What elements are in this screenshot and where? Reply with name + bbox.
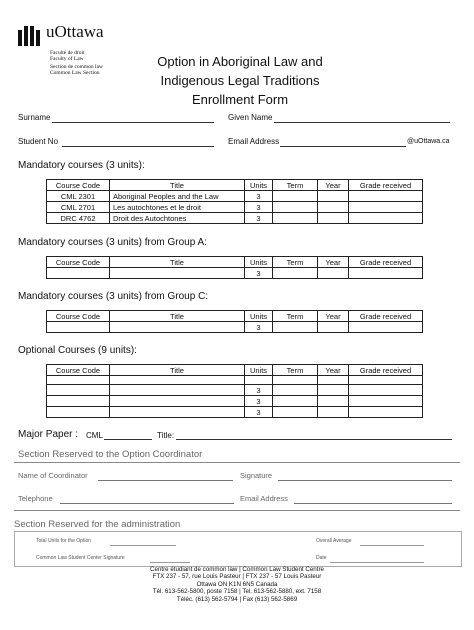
optional-table <box>46 364 423 418</box>
col-header: Term <box>273 311 318 322</box>
table-header-row <box>47 311 423 322</box>
email-suffix: @uOttawa.ca <box>407 138 450 145</box>
col-header: Term <box>273 257 318 268</box>
admin-signature-field[interactable] <box>150 562 190 563</box>
surname-label: Surname <box>18 113 51 122</box>
term-cell[interactable] <box>273 202 318 213</box>
table-row <box>47 385 423 396</box>
footer-line: Tél. 613-562-5800, poste 7158 | Tel. 613-562-5880, ext. 7158 <box>152 588 322 596</box>
title-line: Option in Aboriginal Law and <box>157 54 323 69</box>
year-cell[interactable] <box>318 191 349 202</box>
course-units: 3 <box>245 407 273 418</box>
course-code-cell[interactable] <box>47 407 110 418</box>
course-units: 3 <box>245 396 273 407</box>
major-paper-title-label: Title: <box>157 431 175 440</box>
major-paper-label: Major Paper : <box>18 429 79 440</box>
coordinator-name-label: Name of Coordinator <box>18 471 88 480</box>
admin-signature-label: Common Law Student Center Signature <box>36 555 125 561</box>
year-cell[interactable] <box>318 385 349 396</box>
section-divider <box>14 510 460 511</box>
year-cell[interactable] <box>318 202 349 213</box>
col-header: Grade received <box>349 180 423 191</box>
col-header: Title <box>110 180 245 191</box>
col-header: Grade received <box>349 365 423 376</box>
course-units: 3 <box>245 213 273 224</box>
course-code-cell[interactable] <box>47 268 110 279</box>
faculty-line: Section de common law <box>50 64 104 70</box>
grade-cell[interactable] <box>349 213 423 224</box>
coordinator-telephone-field[interactable] <box>60 503 234 504</box>
col-header: Grade received <box>349 257 423 268</box>
footer-line: FTX 237 - 57, rue Louis Pasteur | FTX 237 - 57 Louis Pasteur <box>152 573 322 581</box>
col-header: Term <box>273 180 318 191</box>
coordinator-email-label: Email Address <box>240 494 288 503</box>
title-line: Enrollment Form <box>191 92 289 107</box>
section-divider <box>14 462 460 463</box>
col-header: Term <box>273 365 318 376</box>
year-cell[interactable] <box>318 268 349 279</box>
table-row <box>47 202 423 213</box>
logo-text: uOttawa <box>46 22 104 41</box>
footer-line: Téléc. (613) 562-5794 | Fax (613) 562-5869 <box>176 595 298 603</box>
major-paper-code-prefix: CML <box>86 431 103 440</box>
table-row <box>47 407 423 418</box>
col-header: Course Code <box>47 311 110 322</box>
term-cell[interactable] <box>273 407 318 418</box>
term-cell[interactable] <box>273 385 318 396</box>
table-header-row <box>47 365 423 376</box>
footer-line: Ottawa ON K1N 6N5 Canada <box>196 580 278 588</box>
uottawa-logo-icon <box>18 26 40 46</box>
coordinator-signature-field[interactable] <box>278 480 452 481</box>
group-a-table <box>46 256 423 279</box>
group-c-table <box>46 310 423 333</box>
optional-heading: Optional Courses (9 units): <box>18 345 137 356</box>
major-paper-code-field[interactable] <box>104 439 152 440</box>
course-units: 3 <box>245 202 273 213</box>
col-header: Units <box>245 365 273 376</box>
grade-cell[interactable] <box>349 268 423 279</box>
grade-cell[interactable] <box>349 376 423 385</box>
course-code-cell[interactable] <box>47 385 110 396</box>
col-header: Units <box>245 180 273 191</box>
table-header-row <box>47 257 423 268</box>
table-header-row <box>47 180 423 191</box>
term-cell[interactable] <box>273 213 318 224</box>
student-no-field[interactable] <box>62 146 214 147</box>
col-header: Title <box>110 365 245 376</box>
faculty-line: Faculté de droit <box>50 50 85 56</box>
col-header: Grade received <box>349 311 423 322</box>
overall-average-field[interactable] <box>360 545 424 546</box>
term-cell[interactable] <box>273 376 318 385</box>
group-a-heading: Mandatory courses (3 units) from Group A: <box>18 237 207 248</box>
grade-cell[interactable] <box>349 322 423 333</box>
group-c-heading: Mandatory courses (3 units) from Group C: <box>18 291 209 302</box>
col-header: Title <box>110 311 245 322</box>
course-code-cell[interactable] <box>47 376 110 385</box>
table-row <box>47 396 423 407</box>
coordinator-telephone-label: Telephone <box>18 494 53 503</box>
col-header: Units <box>245 311 273 322</box>
course-title: Les autochtones et le droit <box>110 202 245 213</box>
course-units-cell <box>245 376 273 385</box>
student-no-label: Student No <box>18 137 59 146</box>
admin-date-field[interactable] <box>330 562 424 563</box>
footer-line: Centre étudiant de common law | Common Law Student Centre <box>150 566 324 573</box>
coordinator-email-field[interactable] <box>294 503 452 504</box>
col-header: Course Code <box>47 257 110 268</box>
course-title-cell[interactable] <box>110 322 245 333</box>
term-cell[interactable] <box>273 322 318 333</box>
faculty-line: Common Law Section <box>50 70 100 76</box>
footer <box>0 566 474 603</box>
table-row <box>47 322 423 333</box>
course-units: 3 <box>245 191 273 202</box>
coordinator-heading: Section Reserved to the Option Coordinator <box>18 449 203 460</box>
col-header: Year <box>318 180 349 191</box>
table-row <box>47 191 423 202</box>
course-title-cell[interactable] <box>110 376 245 385</box>
overall-average-label: Overall Average <box>316 538 352 544</box>
admin-date-label: Date <box>316 555 327 561</box>
grade-cell[interactable] <box>349 202 423 213</box>
year-cell[interactable] <box>318 376 349 385</box>
coordinator-signature-label: Signature <box>240 471 273 480</box>
course-units: 3 <box>245 322 273 333</box>
col-header: Course Code <box>47 365 110 376</box>
course-title: Aboriginal Peoples and the Law <box>110 191 245 202</box>
email-field[interactable] <box>280 146 406 147</box>
col-header: Units <box>245 257 273 268</box>
course-units: 3 <box>245 385 273 396</box>
course-code-cell[interactable] <box>47 396 110 407</box>
surname-field[interactable] <box>52 122 214 123</box>
course-code-cell[interactable] <box>47 322 110 333</box>
course-title-cell[interactable] <box>110 385 245 396</box>
year-cell[interactable] <box>318 213 349 224</box>
course-units: 3 <box>245 268 273 279</box>
total-units-label: Total Units for the Option <box>36 538 92 544</box>
page-title <box>120 52 360 109</box>
email-label: Email Address <box>228 137 280 146</box>
term-cell[interactable] <box>273 191 318 202</box>
col-header: Year <box>318 257 349 268</box>
col-header: Title <box>110 257 245 268</box>
major-paper-title-field[interactable] <box>176 439 452 440</box>
course-title-cell[interactable] <box>110 268 245 279</box>
title-line: Indigenous Legal Traditions <box>160 73 320 88</box>
table-row <box>47 376 423 385</box>
faculty-line: Faculty of Law <box>50 56 84 62</box>
course-title: Droit des Autochtones <box>110 213 245 224</box>
total-units-field[interactable] <box>110 545 176 546</box>
term-cell[interactable] <box>273 396 318 407</box>
term-cell[interactable] <box>273 268 318 279</box>
course-code: DRC 4762 <box>47 213 110 224</box>
mandatory-table <box>46 179 423 224</box>
grade-cell[interactable] <box>349 407 423 418</box>
coordinator-name-field[interactable] <box>98 480 233 481</box>
course-code: CML 2301 <box>47 191 110 202</box>
mandatory-heading: Mandatory courses (3 units): <box>18 160 145 171</box>
given-name-label: Given Name <box>228 113 273 122</box>
year-cell[interactable] <box>318 407 349 418</box>
grade-cell[interactable] <box>349 191 423 202</box>
table-row <box>47 213 423 224</box>
admin-heading: Section Reserved for the administration <box>14 519 181 530</box>
course-title-cell[interactable] <box>110 396 245 407</box>
given-name-field[interactable] <box>274 122 450 123</box>
year-cell[interactable] <box>318 396 349 407</box>
course-title-cell[interactable] <box>110 407 245 418</box>
course-code: CML 2701 <box>47 202 110 213</box>
grade-cell[interactable] <box>349 385 423 396</box>
table-row <box>47 268 423 279</box>
col-header: Year <box>318 311 349 322</box>
year-cell[interactable] <box>318 322 349 333</box>
col-header: Course Code <box>47 180 110 191</box>
col-header: Year <box>318 365 349 376</box>
grade-cell[interactable] <box>349 396 423 407</box>
